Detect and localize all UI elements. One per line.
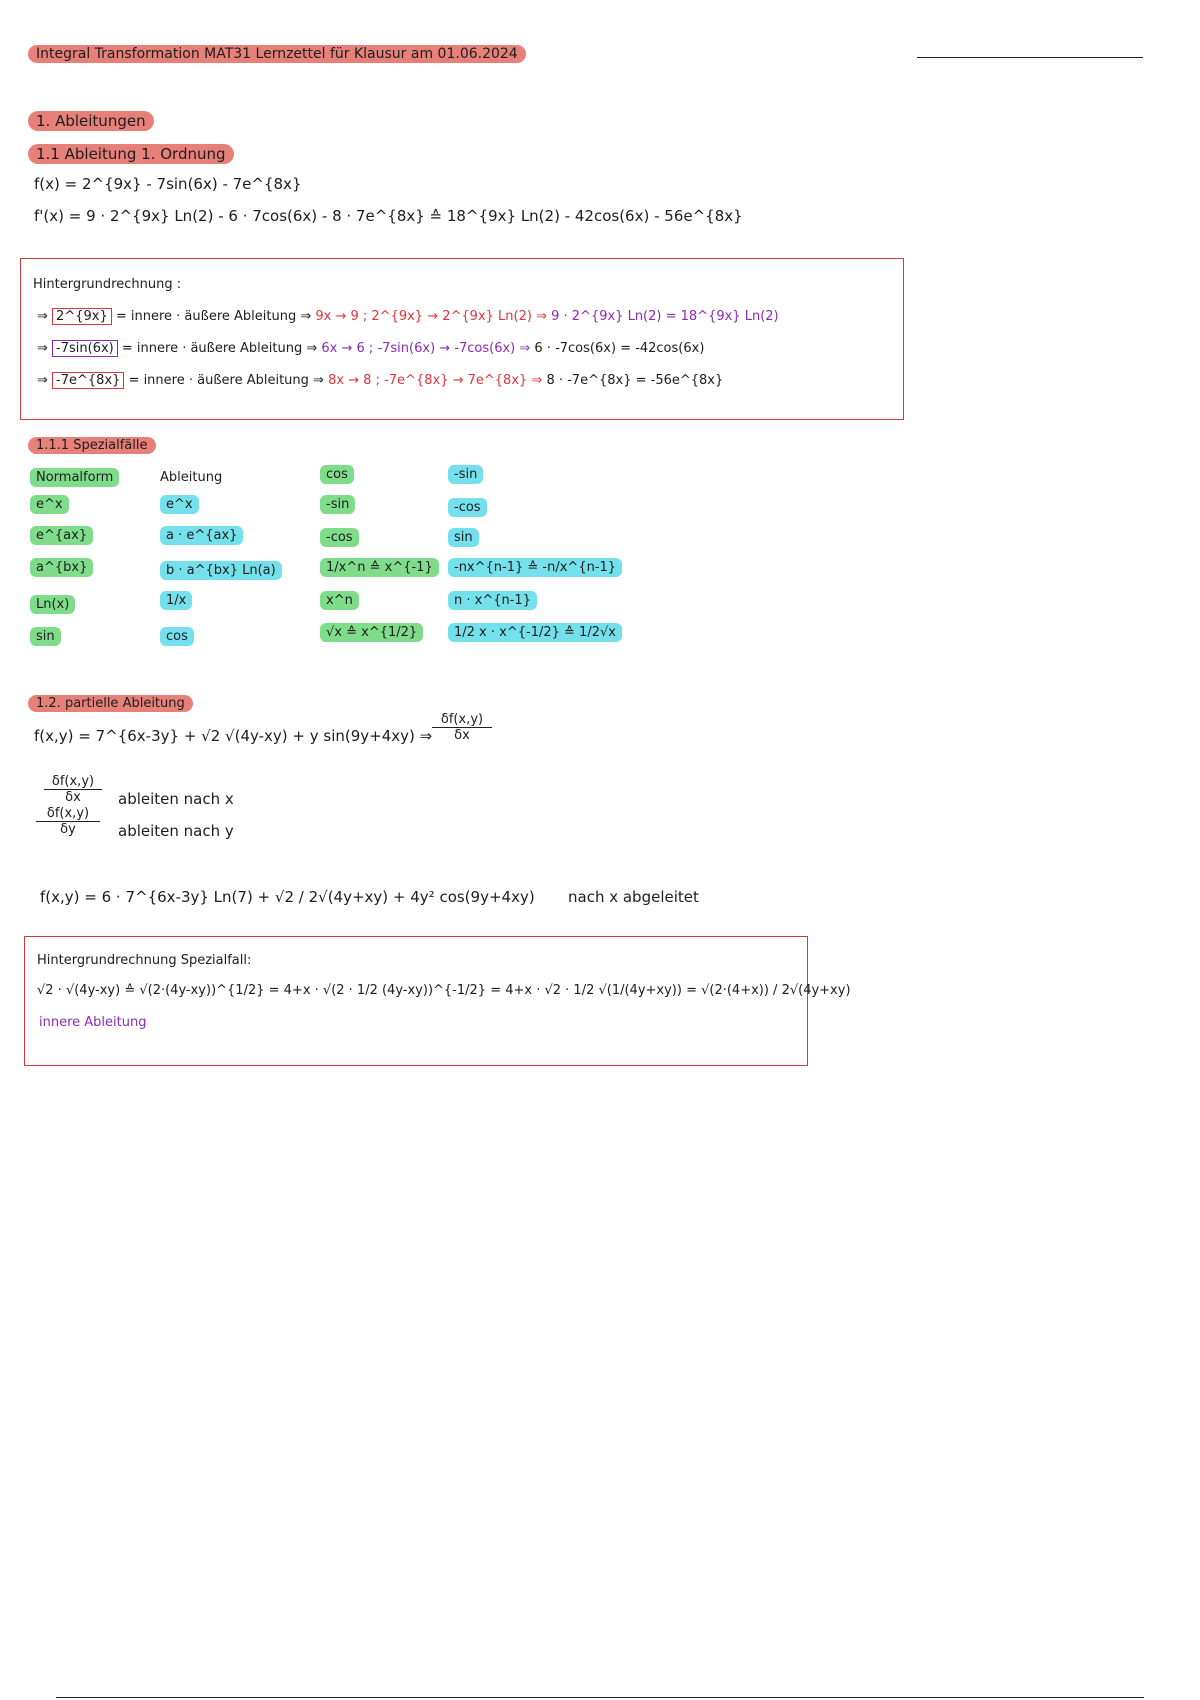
- calc-row-2: ⇒ -7sin(6x) = innere · äußere Ableitung ⇒ 6x → 6 ; -7sin(6x) → -7cos(6x) ⇒ 6 · -7cos(6x) = -42cos(6x): [37, 341, 705, 356]
- subsection-heading-partial: 1.2. partielle Ableitung: [28, 695, 193, 712]
- derivative-item: 1/2 x · x^{-1/2} ≙ 1/2√x: [448, 623, 622, 642]
- partial-result: f(x,y) = 6 · 7^{6x-3y} Ln(7) + √2 / 2√(4y+xy) + 4y² cos(9y+4xy): [40, 888, 535, 906]
- derivative-item: n · x^{n-1}: [448, 591, 537, 610]
- footer-rule: [56, 1697, 1144, 1698]
- special-case-calculation-box: [24, 936, 851, 1066]
- calc-row-1: ⇒ 2^{9x} = innere · äußere Ableitung ⇒ 9x → 9 ; 2^{9x} → 2^{9x} Ln(2) ⇒ 9 · 2^{9x} Ln(2) = 18^{9x} Ln(2): [37, 309, 779, 324]
- derivative-item: -sin: [448, 465, 483, 484]
- page-title: Integral Transformation MAT31 Lernzettel für Klausur am 01.06.2024: [28, 45, 526, 63]
- derivative-item: -nx^{n-1} ≙ -n/x^{n-1}: [448, 558, 622, 577]
- subsection-heading-special-cases: 1.1.1 Spezialfälle: [28, 437, 156, 454]
- derivative-item: e^x: [160, 495, 199, 514]
- dy-label: ableiten nach y: [118, 822, 234, 840]
- function-definition: f(x) = 2^{9x} - 7sin(6x) - 7e^{8x}: [34, 175, 302, 193]
- derivative-item: 1/x: [160, 591, 192, 610]
- box-label: Hintergrundrechnung :: [33, 277, 182, 292]
- partial-function-definition: f(x,y) = 7^{6x-3y} + √2 √(4y-xy) + y sin(9y+4xy) ⇒: [34, 727, 433, 745]
- normal-form-item: -sin: [320, 495, 355, 514]
- term-frame: 2^{9x}: [52, 308, 112, 325]
- normal-form-item: -cos: [320, 528, 359, 547]
- term-frame: -7sin(6x): [52, 340, 118, 357]
- partial-result-label: nach x abgeleitet: [568, 888, 699, 906]
- dx-label: ableiten nach x: [118, 790, 234, 808]
- function-derivative: f'(x) = 9 · 2^{9x} Ln(2) - 6 · 7cos(6x) - 8 · 7e^{8x} ≙ 18^{9x} Ln(2) - 42cos(6x) - 56e^{8x}: [34, 207, 743, 225]
- derivative-item: cos: [160, 627, 194, 646]
- normal-form-item: x^n: [320, 591, 359, 610]
- normal-form-item: a^{bx}: [30, 558, 93, 577]
- normal-form-item: e^{ax}: [30, 526, 93, 545]
- normal-form-item: 1/x^n ≙ x^{-1}: [320, 558, 439, 577]
- subsection-heading-first-order: 1.1 Ableitung 1. Ordnung: [28, 144, 234, 164]
- normal-form-item: Ln(x): [30, 595, 75, 614]
- inner-derivative-note: innere Ableitung: [39, 1015, 147, 1030]
- derivative-item: -cos: [448, 498, 487, 517]
- header-rule: [917, 57, 1143, 58]
- column-header-derivative: Ableitung: [160, 470, 223, 485]
- dy-fraction: δf(x,y) δy: [36, 806, 100, 837]
- partial-fraction: δf(x,y) δx: [432, 712, 492, 743]
- normal-form-item: e^x: [30, 495, 69, 514]
- box-label: Hintergrundrechnung Spezialfall:: [37, 953, 252, 968]
- section-heading-ableitungen: 1. Ableitungen: [28, 111, 154, 131]
- normal-form-item: cos: [320, 465, 354, 484]
- background-calculation-box: [20, 258, 904, 420]
- column-header-normal: Normalform: [30, 468, 119, 487]
- dx-fraction: δf(x,y) δx: [44, 774, 102, 805]
- special-case-calculation: √2 · √(4y-xy) ≙ √(2·(4y-xy))^{1/2} = 4+x · √(2 · 1/2 (4y-xy))^{-1/2} = 4+x · √2 · 1/2 √(1/(4y+xy)) = √(2·(4+x)) / 2√(4y+xy): [37, 983, 851, 998]
- derivative-item: a · e^{ax}: [160, 526, 243, 545]
- normal-form-item: √x ≙ x^{1/2}: [320, 623, 423, 642]
- calc-row-3: ⇒ -7e^{8x} = innere · äußere Ableitung ⇒ 8x → 8 ; -7e^{8x} → 7e^{8x} ⇒ 8 · -7e^{8x} = -56e^{8x}: [37, 373, 724, 388]
- normal-form-item: sin: [30, 627, 61, 646]
- derivative-item: b · a^{bx} Ln(a): [160, 561, 282, 580]
- term-frame: -7e^{8x}: [52, 372, 124, 389]
- derivative-item: sin: [448, 528, 479, 547]
